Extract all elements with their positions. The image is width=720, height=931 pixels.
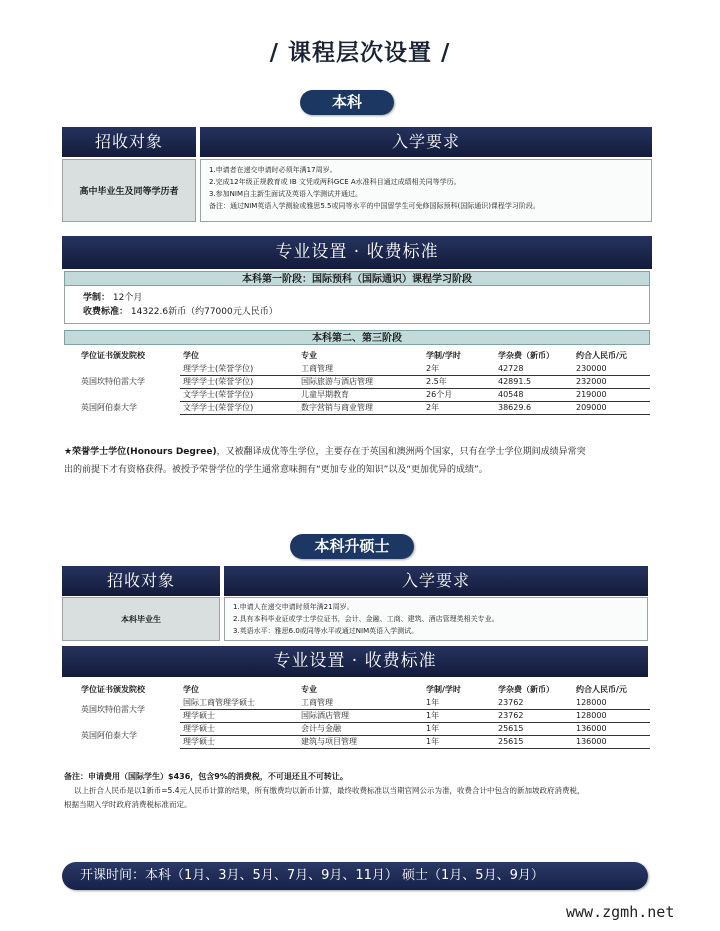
fee-cell: 23762 xyxy=(495,709,573,722)
requirement-item: 3.英语水平：雅思6.0或同等水平或通过NIM英语入学测试。 xyxy=(233,627,419,635)
rmb-cell: 128000 xyxy=(573,709,650,722)
table-row xyxy=(78,362,650,375)
fee-cell: 25615 xyxy=(495,735,573,748)
column-header: 专业 xyxy=(301,350,317,360)
major-cell: 数字营销与商业管理 xyxy=(298,401,423,414)
major-cell: 建筑与项目管理 xyxy=(298,735,423,748)
duration-cell: 1年 xyxy=(423,735,495,748)
requirement-item: 2.具有本科毕业证或学士学位证书，会计、金融、工商、建筑、酒店管理类相关专业。 xyxy=(233,615,499,623)
column-header: 学位证书颁发院校 xyxy=(81,350,145,360)
major-cell: 国际酒店管理 xyxy=(298,709,423,722)
table-row xyxy=(78,722,650,735)
honours-note xyxy=(64,443,664,479)
masters-fee-header: 专业设置 · 收费标准 xyxy=(62,646,648,677)
school-cell: 英国阿伯泰大学 xyxy=(81,730,137,740)
fee-cell: 38629.6 xyxy=(495,401,573,414)
degree-cell: 理学硕士 xyxy=(180,722,298,735)
fee-cell: 42728 xyxy=(495,362,573,375)
masters-target: 本科毕业生 xyxy=(62,597,220,641)
duration-cell: 2年 xyxy=(423,362,495,375)
school-cell: 英国坎特伯雷大学 xyxy=(81,704,145,714)
column-header: 学制/学时 xyxy=(426,350,461,360)
degree-cell: 文学学士(荣誉学位) xyxy=(180,388,298,401)
column-header: 学位 xyxy=(183,350,199,360)
duration-cell: 1年 xyxy=(423,696,495,709)
column-header: 学杂费（新币） xyxy=(498,350,554,360)
undergrad-requirements-header: 入学要求 xyxy=(200,127,652,157)
masters-pill: 本科升硕士 xyxy=(290,534,414,559)
fee-cell: 40548 xyxy=(495,388,573,401)
note-tax: 根据当期入学时政府消费税标准而定。 xyxy=(64,800,192,809)
note-fee: 备注：申请费用（国际学生）$436，包含9%的消费税，不可退还且不可转让。 xyxy=(64,772,348,781)
undergrad-target: 高中毕业生及同等学历者 xyxy=(62,159,196,222)
table-header-row xyxy=(78,348,650,362)
honours-line1: ，又被翻译成优等生学位，主要存在于英国和澳洲两个国家，只有在学士学位期间成绩异常突 xyxy=(216,447,586,457)
column-header: 约合人民币/元 xyxy=(576,350,627,360)
intake-schedule: 开课时间：本科（1月、3月、5月、7月、9月、11月） 硕士（1月、5月、9月） xyxy=(62,862,648,890)
stage1-title: 本科第一阶段：国际预科（国际通识）课程学习阶段 xyxy=(64,271,650,286)
requirement-item: 3.参加NIM自主新生面试及英语入学测试并通过。 xyxy=(209,190,363,198)
fee-label: 收费标准： xyxy=(83,307,129,317)
major-cell: 工商管理 xyxy=(298,696,423,709)
degree-cell: 理学学士(荣誉学位) xyxy=(180,375,298,388)
masters-requirements-header: 入学要求 xyxy=(224,566,648,596)
undergrad-requirements xyxy=(200,159,652,222)
rmb-cell: 232000 xyxy=(573,375,650,388)
rmb-cell: 136000 xyxy=(573,735,650,748)
table-row xyxy=(78,401,650,414)
page-title: / 课程层次设置 / xyxy=(269,40,451,66)
honours-bold: ★荣誉学士学位(Honours Degree) xyxy=(64,447,217,457)
degree-cell: 理学硕士 xyxy=(180,709,298,722)
column-header: 专业 xyxy=(301,684,317,694)
table-header-row xyxy=(78,682,650,696)
column-header: 学位 xyxy=(183,684,199,694)
fee-cell: 23762 xyxy=(495,696,573,709)
undergrad-pill: 本科 xyxy=(300,90,394,115)
rmb-cell: 128000 xyxy=(573,696,650,709)
major-cell: 工商管理 xyxy=(298,362,423,375)
degree-cell: 理学硕士 xyxy=(180,735,298,748)
degree-cell: 国际工商管理学硕士 xyxy=(180,696,298,709)
duration-cell: 26个月 xyxy=(423,388,495,401)
duration-value: 12个月 xyxy=(112,293,143,303)
fee-value: 14322.6新币（约77000元人民币） xyxy=(130,307,278,317)
masters-requirements xyxy=(224,597,648,641)
major-cell: 儿童早期教育 xyxy=(298,388,423,401)
requirement-item: 1.申请人在递交申请时须年满21周岁。 xyxy=(233,603,354,611)
note-exchange: 以上折合人民币是以1新币=5.4元人民币计算的结果，所有缴费均以新币计算，最终收费标准以当期官网公示为准，收费合计中包含的新加坡政府消费税， xyxy=(74,786,585,795)
major-cell: 会计与金融 xyxy=(298,722,423,735)
duration-cell: 2年 xyxy=(423,401,495,414)
major-cell: 国际旅游与酒店管理 xyxy=(298,375,423,388)
degree-cell: 理学学士(荣誉学位) xyxy=(180,362,298,375)
duration-cell: 1年 xyxy=(423,722,495,735)
undergrad-table xyxy=(78,348,650,415)
fee-cell: 25615 xyxy=(495,722,573,735)
requirement-item: 1.申请者在递交申请时必须年满17周岁。 xyxy=(209,166,337,174)
table-row xyxy=(78,696,650,709)
column-header: 学杂费（新币） xyxy=(498,684,554,694)
column-header: 学位证书颁发院校 xyxy=(81,684,145,694)
fee-cell: 42891.5 xyxy=(495,375,573,388)
undergrad-fee-header: 专业设置 · 收费标准 xyxy=(62,236,652,269)
undergrad-target-header: 招收对象 xyxy=(62,127,196,157)
rmb-cell: 209000 xyxy=(573,401,650,414)
honours-line2: 出的前提下才有资格获得。被授予荣誉学位的学生通常意味拥有“更加专业的知识”以及“更加优异的成绩”。 xyxy=(64,465,488,475)
duration-cell: 2.5年 xyxy=(423,375,495,388)
stage1-info xyxy=(64,286,650,324)
school-cell: 英国阿伯泰大学 xyxy=(81,403,137,412)
stage23-title: 本科第二、第三阶段 xyxy=(64,330,650,345)
requirement-item: 备注：通过NIM英语入学测验或雅思5.5或同等水平的中国留学生可免修国际预科(国际通识)课程学习阶段。 xyxy=(209,202,540,210)
degree-cell: 文学学士(荣誉学位) xyxy=(180,401,298,414)
rmb-cell: 219000 xyxy=(573,388,650,401)
school-cell: 英国坎特伯雷大学 xyxy=(81,377,145,386)
watermark: www.zgmh.net xyxy=(566,903,675,921)
column-header: 学制/学时 xyxy=(426,684,461,694)
masters-notes xyxy=(64,770,664,812)
masters-table xyxy=(78,682,650,749)
duration-label: 学制： xyxy=(83,293,111,303)
rmb-cell: 136000 xyxy=(573,722,650,735)
column-header: 约合人民币/元 xyxy=(576,684,627,694)
masters-target-header: 招收对象 xyxy=(62,566,220,596)
rmb-cell: 230000 xyxy=(573,362,650,375)
requirement-item: 2.完成12年级正规教育或 IB 文凭或两科GCE A水准科目通过成绩相关同等学历。 xyxy=(209,178,461,186)
duration-cell: 1年 xyxy=(423,709,495,722)
